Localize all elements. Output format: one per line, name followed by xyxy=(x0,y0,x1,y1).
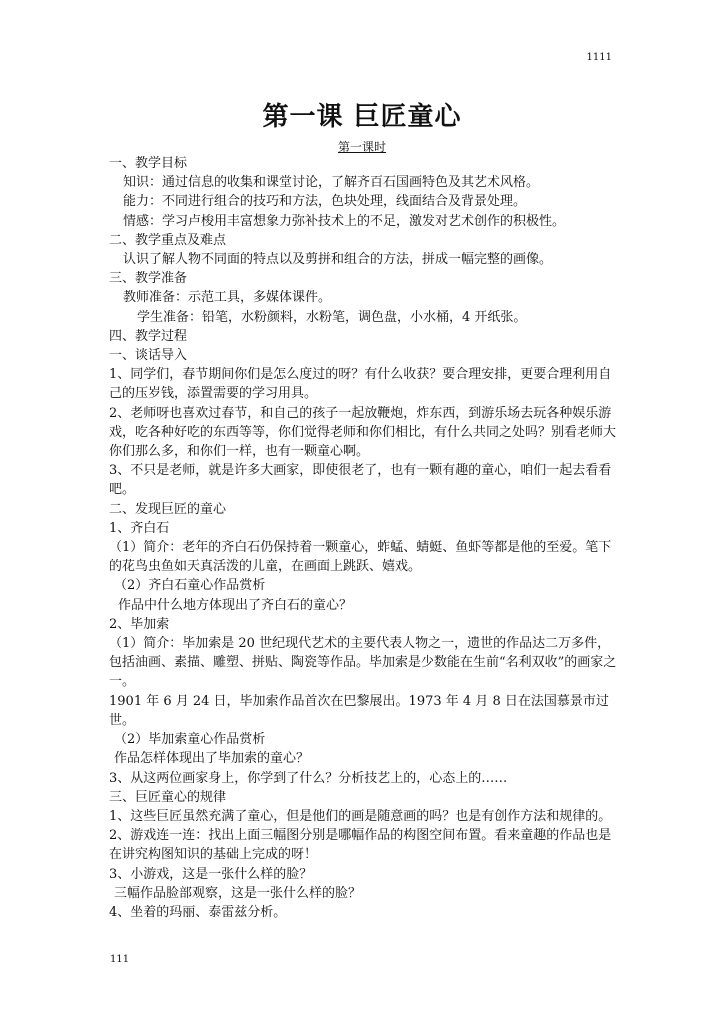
paragraph: 1901 年 6 月 24 日，毕加索作品首次在巴黎展出。1973 年 4 月 8 日在法国慕景市过世。 xyxy=(109,693,609,728)
lesson-subtitle: 第一课时 xyxy=(337,140,386,154)
section-heading: 二、教学重点及难点 xyxy=(109,232,227,248)
paragraph: （1）简介：毕加索是 20 世纪现代艺术的主要代表人物之一，遗世的作品达二万多件，包括油画、素描、雕塑、拼贴、陶瓷等作品。毕加索是少数能在生前“名利双收”的画家之一。 xyxy=(109,636,617,690)
paragraph: 作品中什么地方体现出了齐白石的童心？ xyxy=(118,597,353,613)
section-heading: 三、教学准备 xyxy=(109,271,188,287)
paragraph: 1、同学们，春节期间你们是怎么度过的呀？有什么收获？要合理安排，更要合理利用自己的压岁钱，添置需要的学习用具。 xyxy=(109,367,612,402)
paragraph: 3、不只是老师，就是许多大画家，即使很老了，也有一颗有趣的童心，咱们一起去看看吧。 xyxy=(109,463,612,498)
paragraph: （1）简介：老年的齐白石仍保持着一颗童心，蚱蜢、蜻蜓、鱼虾等都是他的至爱。笔下的花鸟虫鱼如天真活泼的儿童，在画面上跳跃、嬉戏。 xyxy=(109,540,612,575)
paragraph: 三幅作品脸部观察，这是一张什么样的脸？ xyxy=(114,885,362,901)
header-page-code: 1111 xyxy=(586,52,612,63)
paragraph: 认识了解人物不同面的特点以及剪拼和组合的方法，拼成一幅完整的画像。 xyxy=(123,252,553,268)
paragraph: 3、从这两位画家身上，你学到了什么？分析技艺上的，心态上的…… xyxy=(109,770,508,786)
paragraph: 作品怎样体现出了毕加索的童心？ xyxy=(114,751,310,767)
paragraph: 知识：通过信息的收集和课堂讨论，了解齐百石国画特色及其艺术风格。 xyxy=(123,175,540,191)
paragraph: （2）毕加索童心作品赏析 xyxy=(114,732,266,748)
paragraph: 教师准备：示范工具，多媒体课件。 xyxy=(123,290,332,306)
paragraph: 学生准备：铅笔，水粉颜料，水粉笔，调色盘，小水桶，4 开纸张。 xyxy=(137,309,527,325)
paragraph: （2）齐白石童心作品赏析 xyxy=(114,578,266,594)
section-heading: 一、教学目标 xyxy=(109,156,188,171)
paragraph: 情感：学习卢梭用丰富想象力弥补技术上的不足，激发对艺术创作的积极性。 xyxy=(123,213,566,229)
section-heading: 一、谈话导入 xyxy=(109,348,188,364)
section-heading: 三、巨匠童心的规律 xyxy=(109,789,227,805)
section-heading: 二、发现巨匠的童心 xyxy=(109,501,227,517)
paragraph: 2、毕加索 xyxy=(109,616,170,632)
paragraph: 能力：不同进行组合的技巧和方法，色块处理，线面结合及背景处理。 xyxy=(123,194,527,210)
paragraph: 2、老师呀也喜欢过春节，和自己的孩子一起放鞭炮，炸东西，到游乐场去玩各种娱乐游戏，吃各种好吃的东西等等，你们觉得老师和你们相比，有什么共同之处吗？别看老师大你们那么多，和你们一样，也有一颗童心啊。 xyxy=(109,405,617,460)
paragraph: 1、齐白石 xyxy=(109,520,170,536)
paragraph: 3、小游戏，这是一张什么样的脸？ xyxy=(109,866,313,882)
paragraph: 1、这些巨匠虽然充满了童心，但是他们的画是随意画的吗？也是有创作方法和规律的。 xyxy=(109,808,612,824)
lesson-title: 第一课 巨匠童心 xyxy=(262,102,462,132)
section-heading: 四、教学过程 xyxy=(109,328,188,344)
document-body xyxy=(109,154,617,922)
paragraph: 2、游戏连一连：找出上面三幅图分别是哪幅作品的构图空间布置。看来童趣的作品也是在讲究构图知识的基础上完成的呀！ xyxy=(109,828,612,863)
paragraph: 4、坐着的玛丽、泰雷兹分析。 xyxy=(109,904,287,920)
footer-page-code: 111 xyxy=(110,954,130,965)
